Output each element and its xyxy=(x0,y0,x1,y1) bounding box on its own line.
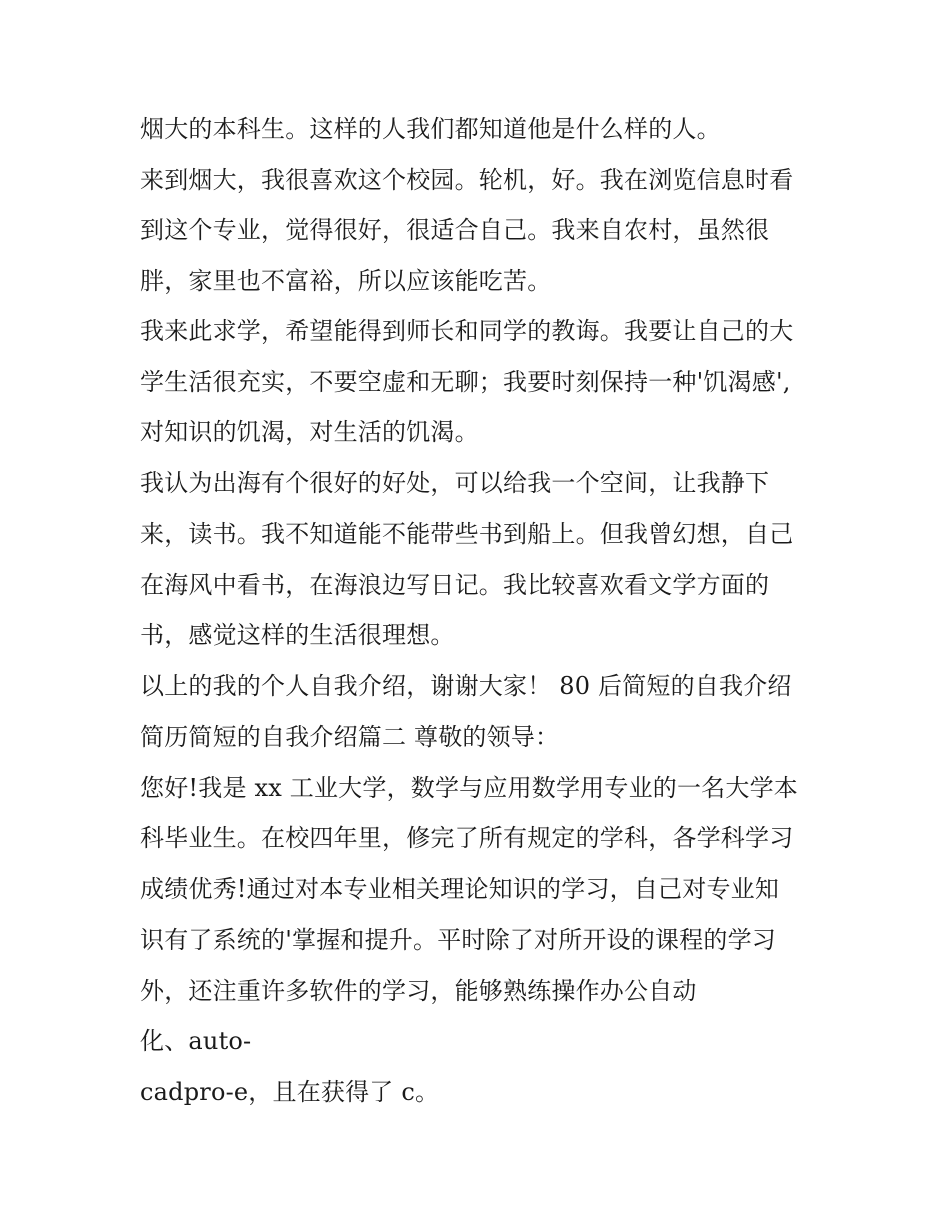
text-line: 烟大的本科生。这样的人我们都知道他是什么样的人。 xyxy=(140,115,721,143)
text-line: 识有了系统的'掌握和提升。平时除了对所开设的课程的学习 xyxy=(140,926,776,954)
text-line: 我认为出海有个很好的好处，可以给我一个空间，让我静下 xyxy=(140,469,770,497)
text-line: cadpro-e，且在获得了 c。 xyxy=(140,1078,440,1106)
text-line: 来，读书。我不知道能不能带些书到船上。但我曾幻想，自己 xyxy=(140,520,794,548)
text-line: 简历简短的自我介绍篇二 尊敬的领导： xyxy=(140,723,560,751)
text-line: 我来此求学，希望能得到师长和同学的教诲。我要让自己的大 xyxy=(140,317,794,345)
text-line: 到这个专业，觉得很好，很适合自己。我来自农村，虽然很 xyxy=(140,216,770,244)
text-line: 在海风中看书，在海浪边写日记。我比较喜欢看文学方面的 xyxy=(140,571,770,599)
text-line: 对知识的饥渴，对生活的饥渴。 xyxy=(140,418,479,446)
text-line: 来到烟大，我很喜欢这个校园。轮机，好。我在浏览信息时看 xyxy=(140,166,794,194)
text-line: 科毕业生。在校四年里，修完了所有规定的学科，各学科学习 xyxy=(140,824,794,852)
text-line: 以上的我的个人自我介绍，谢谢大家！ 80 后简短的自我介绍 xyxy=(140,672,792,700)
text-line: 外，还注重许多软件的学习，能够熟练操作办公自动 xyxy=(140,977,697,1005)
text-line: 成绩优秀!通过对本专业相关理论知识的学习，自己对专业知 xyxy=(140,875,780,903)
text-line: 您好!我是 xx 工业大学，数学与应用数学用专业的一名大学本 xyxy=(140,774,798,802)
text-line: 书，感觉这样的生活很理想。 xyxy=(140,621,455,649)
text-line: 学生活很充实，不要空虚和无聊；我要时刻保持一种'饥渴感', xyxy=(140,368,791,396)
text-line: 胖，家里也不富裕，所以应该能吃苦。 xyxy=(140,267,552,295)
text-line: 化、auto- xyxy=(140,1027,252,1055)
